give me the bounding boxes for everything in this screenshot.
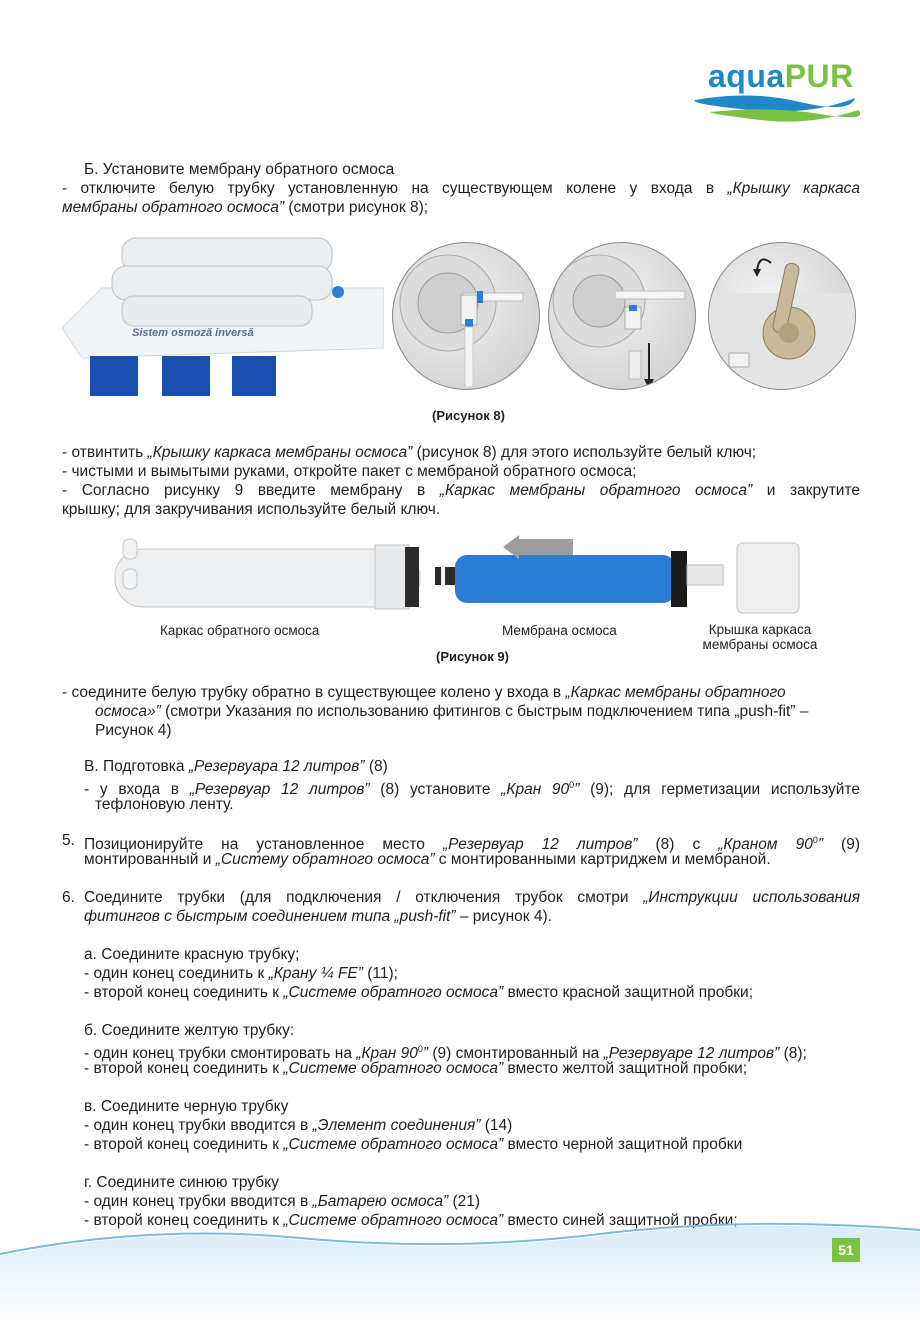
sub-a-title: а. Соедините красную трубку; xyxy=(84,946,300,963)
item6-line2: фитингов с быстрым соединением типа „push-fit” – рисунок 4). xyxy=(84,908,552,925)
figure9-illustration xyxy=(105,535,805,615)
footer-water-wave xyxy=(0,1196,920,1322)
sub-g-line2: - второй конец соединить к „Системе обратного осмоса” вместо синей защитной пробки; xyxy=(84,1212,738,1229)
bullet-reconnect: - соедините белую трубку обратно в существующее колено у входа в „Каркас мембраны обратного xyxy=(62,684,786,701)
figure8-detail-3 xyxy=(708,242,856,390)
figure8-detail-1 xyxy=(392,242,540,390)
figure8-system-photo xyxy=(62,228,384,396)
figure8-caption: (Рисунок 8) xyxy=(432,408,505,423)
sub-v-title: в. Соедините черную трубку xyxy=(84,1098,289,1115)
sub-v-line1: - один конец трубки вводится в „Элемент соединения” (14) xyxy=(84,1117,513,1134)
bullet-unscrew: - отвинтить „Крышку каркаса мембраны осмоса” (рисунок 8) для этого используйте белый ключ; xyxy=(62,444,757,461)
sub-b-line1: - один конец трубки смонтировать на „Кран $90^0$” (9) смонтированный на „Резервуаре 12 литров” (8); xyxy=(84,1044,807,1063)
sub-v-line2: - второй конец соединить к „Системе обратного осмоса” вместо черной защитной пробки xyxy=(84,1136,743,1153)
label-cap: Крышка каркаса мембраны осмоса xyxy=(702,622,818,652)
sub-g-title: г. Соедините синюю трубку xyxy=(84,1174,279,1191)
section-b-line2: мембраны обратного осмоса” (смотри рисунок 8); xyxy=(62,199,429,216)
section-b-title: Б. Установите мембрану обратного осмоса xyxy=(84,161,395,178)
sub-a-line2: - второй конец соединить к „Системе обратного осмоса” вместо красной защитной пробки; xyxy=(84,984,754,1001)
section-v-title: В. Подготовка „Резервуара 12 литров” (8) xyxy=(84,758,388,775)
page-number: 51 xyxy=(832,1238,860,1262)
section-v-line2: тефлоновую ленту. xyxy=(95,796,234,813)
bullet-reconnect-ref: Рисунок 4) xyxy=(95,722,172,739)
bullet-reconnect-cont: осмоса»” (смотри Указания по использованию фитингов с быстрым подключением типа „push-fit” – xyxy=(95,703,809,720)
item6-number: 6. xyxy=(62,889,75,906)
item5-line1: Позиционируйте на установленное место „Резервуар 12 литров” (8) с „Краном $90^0$” (9) xyxy=(84,835,860,854)
bullet-clean-hands: - чистыми и вымытыми руками, откройте пакет с мембраной обратного осмоса; xyxy=(62,463,637,480)
sub-a-line1: - один конец соединить к „Крану ¼ FE” (11); xyxy=(84,965,398,982)
item5-number: 5. xyxy=(62,832,75,849)
aquapur-logo xyxy=(690,58,865,128)
bullet-insert-membrane-cont: крышку; для закручивания используйте белый ключ. xyxy=(62,501,441,518)
figure8-detail-2 xyxy=(548,242,696,390)
sub-g-line1: - один конец трубки вводится в „Батарею осмоса” (21) xyxy=(84,1193,481,1210)
sub-b-line2: - второй конец соединить к „Системе обратного осмоса” вместо желтой защитной пробки; xyxy=(84,1060,748,1077)
label-membrane: Мембрана осмоса xyxy=(502,623,617,638)
item6-line1: Соедините трубки (для подключения / отключения трубок смотри „Инструкции использования xyxy=(84,889,860,906)
bullet-insert-membrane: - Согласно рисунку 9 введите мембрану в „Каркас мембраны обратного осмоса” и закрутите xyxy=(62,482,861,499)
panel-text: Sistem osmoză inversă xyxy=(132,327,254,339)
figure9-caption: (Рисунок 9) xyxy=(436,649,509,664)
label-housing: Каркас обратного осмоса xyxy=(160,623,320,638)
section-v-line1: - у входа в „Резервуар 12 литров” (8) установите „Кран $90^0$” (9); для герметизации используйте xyxy=(84,780,860,799)
sub-b-title: б. Соедините желтую трубку: xyxy=(84,1022,295,1039)
item5-line2: монтированный и „Систему обратного осмоса” с монтированными картриджем и мембраной. xyxy=(84,851,771,868)
logo-wave-icon xyxy=(690,88,860,128)
logo-text: aquaPUR xyxy=(708,58,854,94)
section-b-line1: - отключите белую трубку установленную на существующем колене у входа в „Крышку каркаса xyxy=(62,180,861,197)
